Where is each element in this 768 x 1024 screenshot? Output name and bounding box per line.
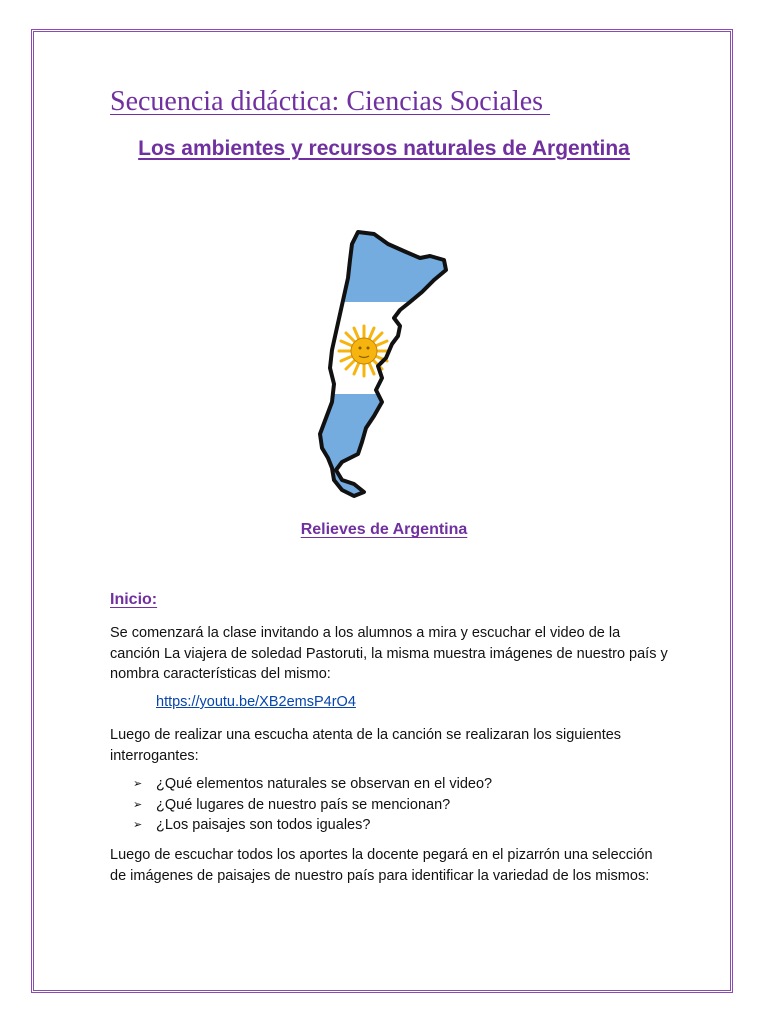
arrow-bullet-icon: ➢ bbox=[133, 798, 143, 811]
sun-of-may-icon bbox=[339, 326, 389, 376]
closing-paragraph: Luego de escuchar todos los aportes la docente pegará en el pizarrón una selección de imágenes de paisajes de nuestro país para identificar la variedad de los mismos: bbox=[110, 847, 653, 884]
list-item bbox=[133, 795, 492, 816]
arrow-bullet-icon: ➢ bbox=[133, 778, 143, 790]
arrow-bullet-icon: ➢ bbox=[133, 819, 143, 831]
questions-intro-paragraph: Luego de realizar una escucha atenta de la canción se realizaran los siguientes interrogantes: bbox=[110, 727, 622, 764]
document-subtitle: Los ambientes y recursos naturales de Argentina bbox=[138, 137, 630, 160]
question-text: ¿Qué elementos naturales se observan en el video? bbox=[156, 776, 493, 792]
video-link[interactable]: https://youtu.be/XB2emsP4rO4 bbox=[156, 694, 356, 710]
question-text: ¿Qué lugares de nuestro país se mencionan? bbox=[156, 796, 451, 813]
list-item bbox=[133, 774, 492, 795]
list-item bbox=[133, 815, 492, 836]
section-heading-inicio: Inicio: bbox=[110, 591, 158, 608]
map-caption: Relieves de Argentina bbox=[300, 521, 468, 538]
questions-list bbox=[133, 774, 492, 836]
question-text: ¿Los paisajes son todos iguales? bbox=[156, 817, 371, 833]
document-title: Secuencia didáctica: Ciencias Sociales bbox=[110, 86, 551, 117]
argentina-flag-map bbox=[296, 222, 462, 502]
intro-paragraph: Se comenzará la clase invitando a los alumnos a mira y escuchar el video de la canción La viajera de soledad Pastoruti, la misma muestra imágenes de nuestro país y nombra características del mismo: bbox=[110, 625, 668, 682]
